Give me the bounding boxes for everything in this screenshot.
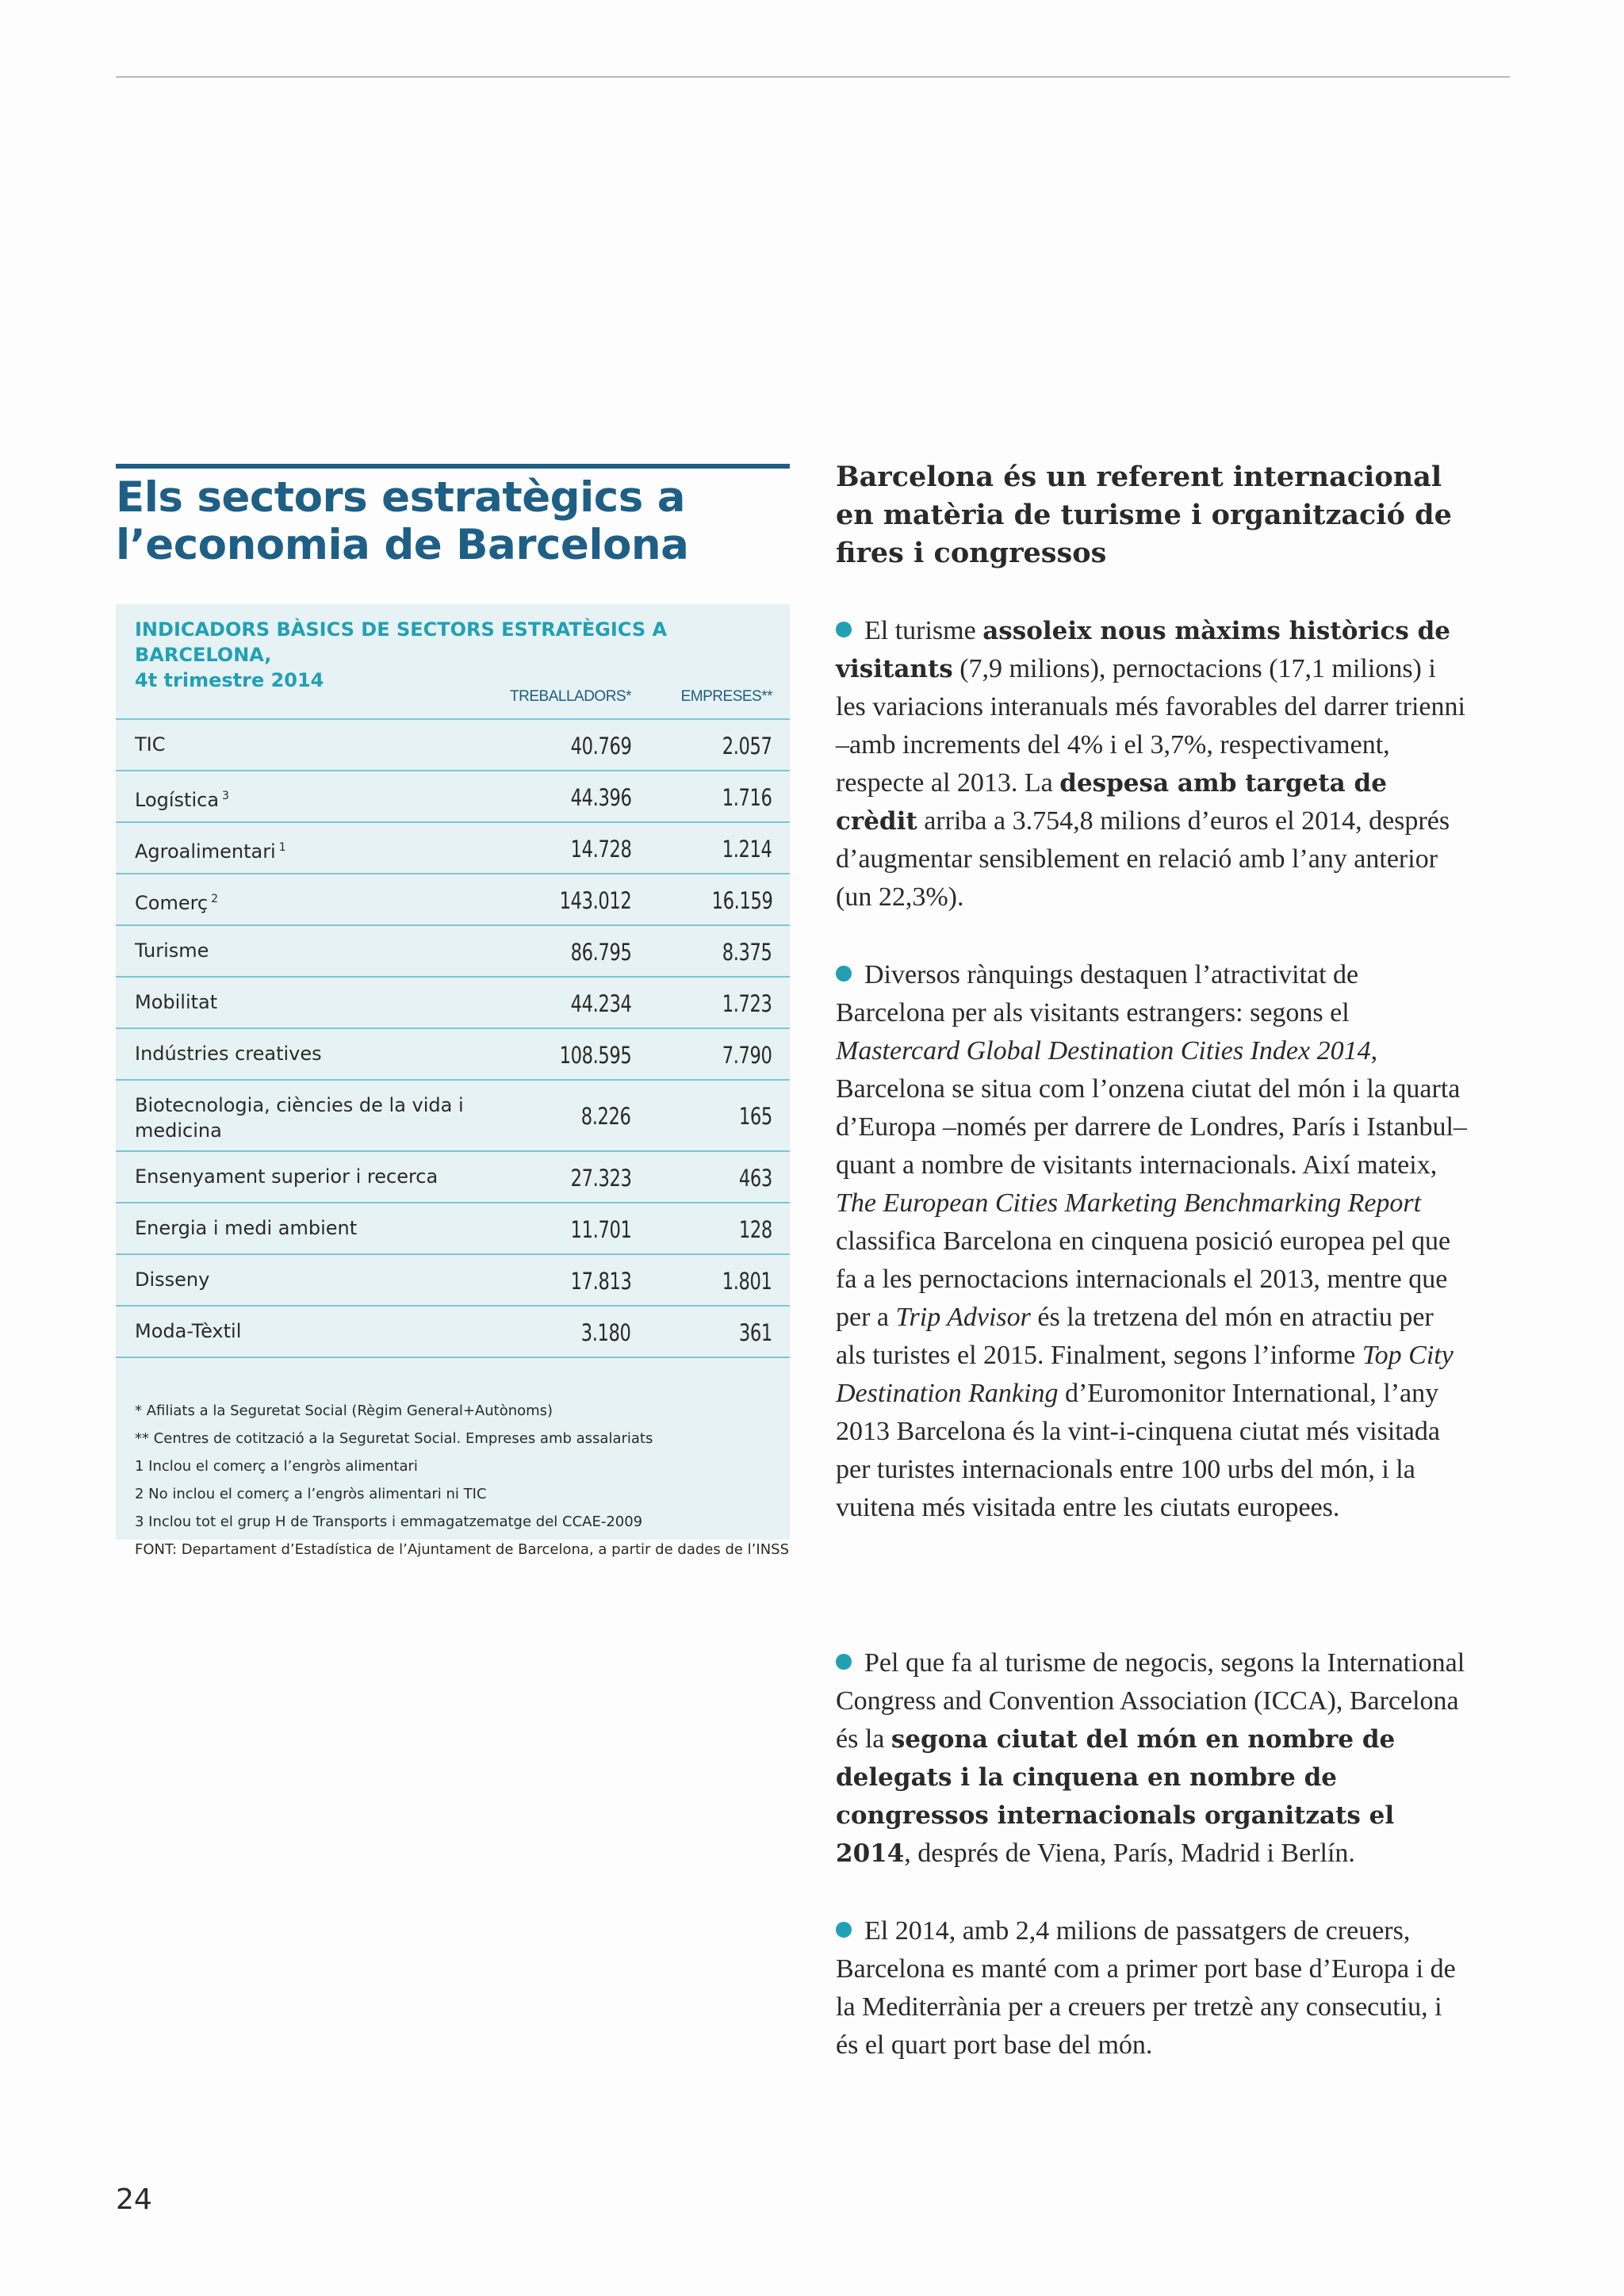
footnote: ** Centres de cotització a la Seguretat Social. Empreses amb assalariats — [135, 1430, 653, 1447]
table-row — [116, 1081, 790, 1152]
table-title — [135, 617, 769, 693]
row-label: Indústries creatives — [135, 1043, 322, 1065]
column-header-companies: EMPRESES** — [680, 688, 772, 705]
row-label: Mobilitat — [135, 991, 218, 1013]
table-row — [116, 720, 790, 771]
footnote-ref: 1 — [278, 841, 286, 854]
article-paragraph-1: El turisme assoleix nous màxims històrics de visitants (7,9 milions), pernoctacions (17,1 milions) i les variacions interanuals més favorables del darrer trienni –amb increments del 4% i el 3,7%, respectivament, respecte al 2013. La despesa amb targeta de crèdit arriba a 3.754,8 milions d’euros el 2014, després d’augmentar sensiblement en relació amb l’any anterior (un 22,3%). — [836, 616, 1465, 912]
top-divider — [116, 76, 1510, 78]
row-companies: 8.375 — [722, 939, 772, 966]
row-companies: 463 — [738, 1165, 772, 1192]
row-companies: 128 — [738, 1216, 772, 1243]
row-companies: 1.801 — [722, 1268, 772, 1295]
bullet-dot-icon — [836, 1922, 852, 1938]
row-workers: 17.813 — [570, 1268, 631, 1295]
table-body — [116, 720, 790, 1358]
table-row — [116, 1307, 790, 1358]
section-title-rule — [116, 464, 790, 469]
row-label: Logística $^3$ — [135, 789, 229, 811]
section-title-line1: Els sectors estratègics a — [116, 473, 685, 522]
table-row — [116, 771, 790, 823]
row-workers: 108.595 — [559, 1042, 631, 1069]
row-label: Disseny — [135, 1269, 210, 1291]
row-label: Turisme — [135, 939, 209, 962]
table-row — [116, 874, 790, 926]
row-label: TIC — [135, 733, 166, 756]
row-workers: 8.226 — [581, 1103, 631, 1130]
table-subtitle: 4t trimestre 2014 — [135, 669, 324, 691]
table-title-main: INDICADORS BÀSICS DE SECTORS ESTRATÈGICS A BARCELONA, — [135, 618, 668, 666]
row-companies: 2.057 — [722, 733, 772, 760]
row-label: Agroalimentari $^1$ — [135, 840, 286, 863]
page-number: 24 — [116, 2183, 152, 2216]
table-row — [116, 926, 790, 978]
article-paragraph-3: Pel que fa al turisme de negocis, segons la International Congress and Convention Association (ICCA), Barcelona és la segona ciutat del món en nombre de delegats i la cinquena en nombre de congressos internacionals organitzats el 2014, després de Viena, París, Madrid i Berlín. — [836, 1648, 1465, 1868]
source-note: FONT: Departament d’Estadística de l’Ajuntament de Barcelona, a partir de dades de l’INSS — [135, 1541, 790, 1558]
row-workers: 27.323 — [570, 1165, 631, 1192]
section-title-line2: l’economia de Barcelona — [116, 521, 689, 569]
row-label: Ensenyament superior i recerca — [135, 1165, 439, 1188]
section-title — [116, 474, 790, 569]
row-companies: 165 — [738, 1103, 772, 1130]
table-footnotes — [135, 1397, 790, 1563]
row-label: Comerç $^2$ — [135, 892, 219, 914]
row-workers: 11.701 — [570, 1216, 631, 1243]
row-companies: 1.716 — [722, 784, 772, 811]
row-workers: 14.728 — [570, 836, 631, 863]
column-header-workers: TREBALLADORS* — [510, 688, 631, 705]
article-heading: Barcelona és un referent internacional en matèria de turisme i organització de fires i congressos — [836, 461, 1452, 569]
row-companies: 16.159 — [711, 887, 772, 914]
table-row — [116, 1029, 790, 1081]
indicators-table — [116, 604, 790, 1558]
row-workers: 44.396 — [570, 784, 631, 811]
row-label: Moda-Tèxtil — [135, 1320, 242, 1342]
table-row — [116, 1203, 790, 1255]
row-workers: 40.769 — [570, 733, 631, 760]
footnote: * Afiliats a la Seguretat Social (Règim General+Autònoms) — [135, 1402, 553, 1419]
row-workers: 143.012 — [559, 887, 631, 914]
table-row — [116, 1255, 790, 1307]
footnote: 1 Inclou el comerç a l’engròs alimentari — [135, 1458, 418, 1475]
row-companies: 7.790 — [722, 1042, 772, 1069]
footnote-ref: 3 — [222, 790, 229, 802]
footnote: 2 No inclou el comerç a l’engròs alimentari ni TIC — [135, 1486, 487, 1502]
row-workers: 3.180 — [581, 1319, 631, 1346]
bullet-dot-icon — [836, 966, 852, 982]
row-companies: 1.723 — [722, 990, 772, 1017]
table-row — [116, 1152, 790, 1203]
row-companies: 1.214 — [722, 836, 772, 863]
footnote: 3 Inclou tot el grup H de Transports i emmagatzematge del CCAE-2009 — [135, 1513, 643, 1530]
bullet-dot-icon — [836, 622, 852, 637]
article-paragraph-2: Diversos rànquings destaquen l’atractivitat de Barcelona per als visitants estrangers: segons el Mastercard Global Destination Cities Index 2014, Barcelona se situa com l’onzena ciutat del món i la quarta d’Europa –només per darrere de Londres, París i Istanbul– quant a nombre de visitants internacionals. Així mateix, The European Cities Marketing Benchmarking Report classifica Barcelona en cinquena posició europea pel que fa a les pernoctacions internacionals el 2013, mentre que per a Trip Advisor és la tretzena del món en atractiu per als turistes el 2015. Finalment, segons l’informe Top City Destination Ranking d’Euromonitor International, l’any 2013 Barcelona és la vint-i-cinquena ciutat més visitada per turistes internacionals entre 100 urbs del món, i la vuitena més visitada entre les ciutats europees. — [836, 960, 1467, 1522]
footnote-ref: 2 — [211, 893, 219, 905]
row-label: Biotecnologia, ciències de la vida i medicina — [135, 1094, 464, 1142]
article-paragraph-4: El 2014, amb 2,4 milions de passatgers de creuers, Barcelona es manté com a primer port base d’Europa i de la Mediterrània per a creuers per tretzè any consecutiu, i és el quart port base del món. — [836, 1916, 1456, 2060]
table-row — [116, 978, 790, 1029]
table-row — [116, 823, 790, 874]
bullet-dot-icon — [836, 1654, 852, 1670]
row-workers: 44.234 — [570, 990, 631, 1017]
row-workers: 86.795 — [570, 939, 631, 966]
row-companies: 361 — [738, 1319, 772, 1346]
row-label: Energia i medi ambient — [135, 1217, 358, 1239]
